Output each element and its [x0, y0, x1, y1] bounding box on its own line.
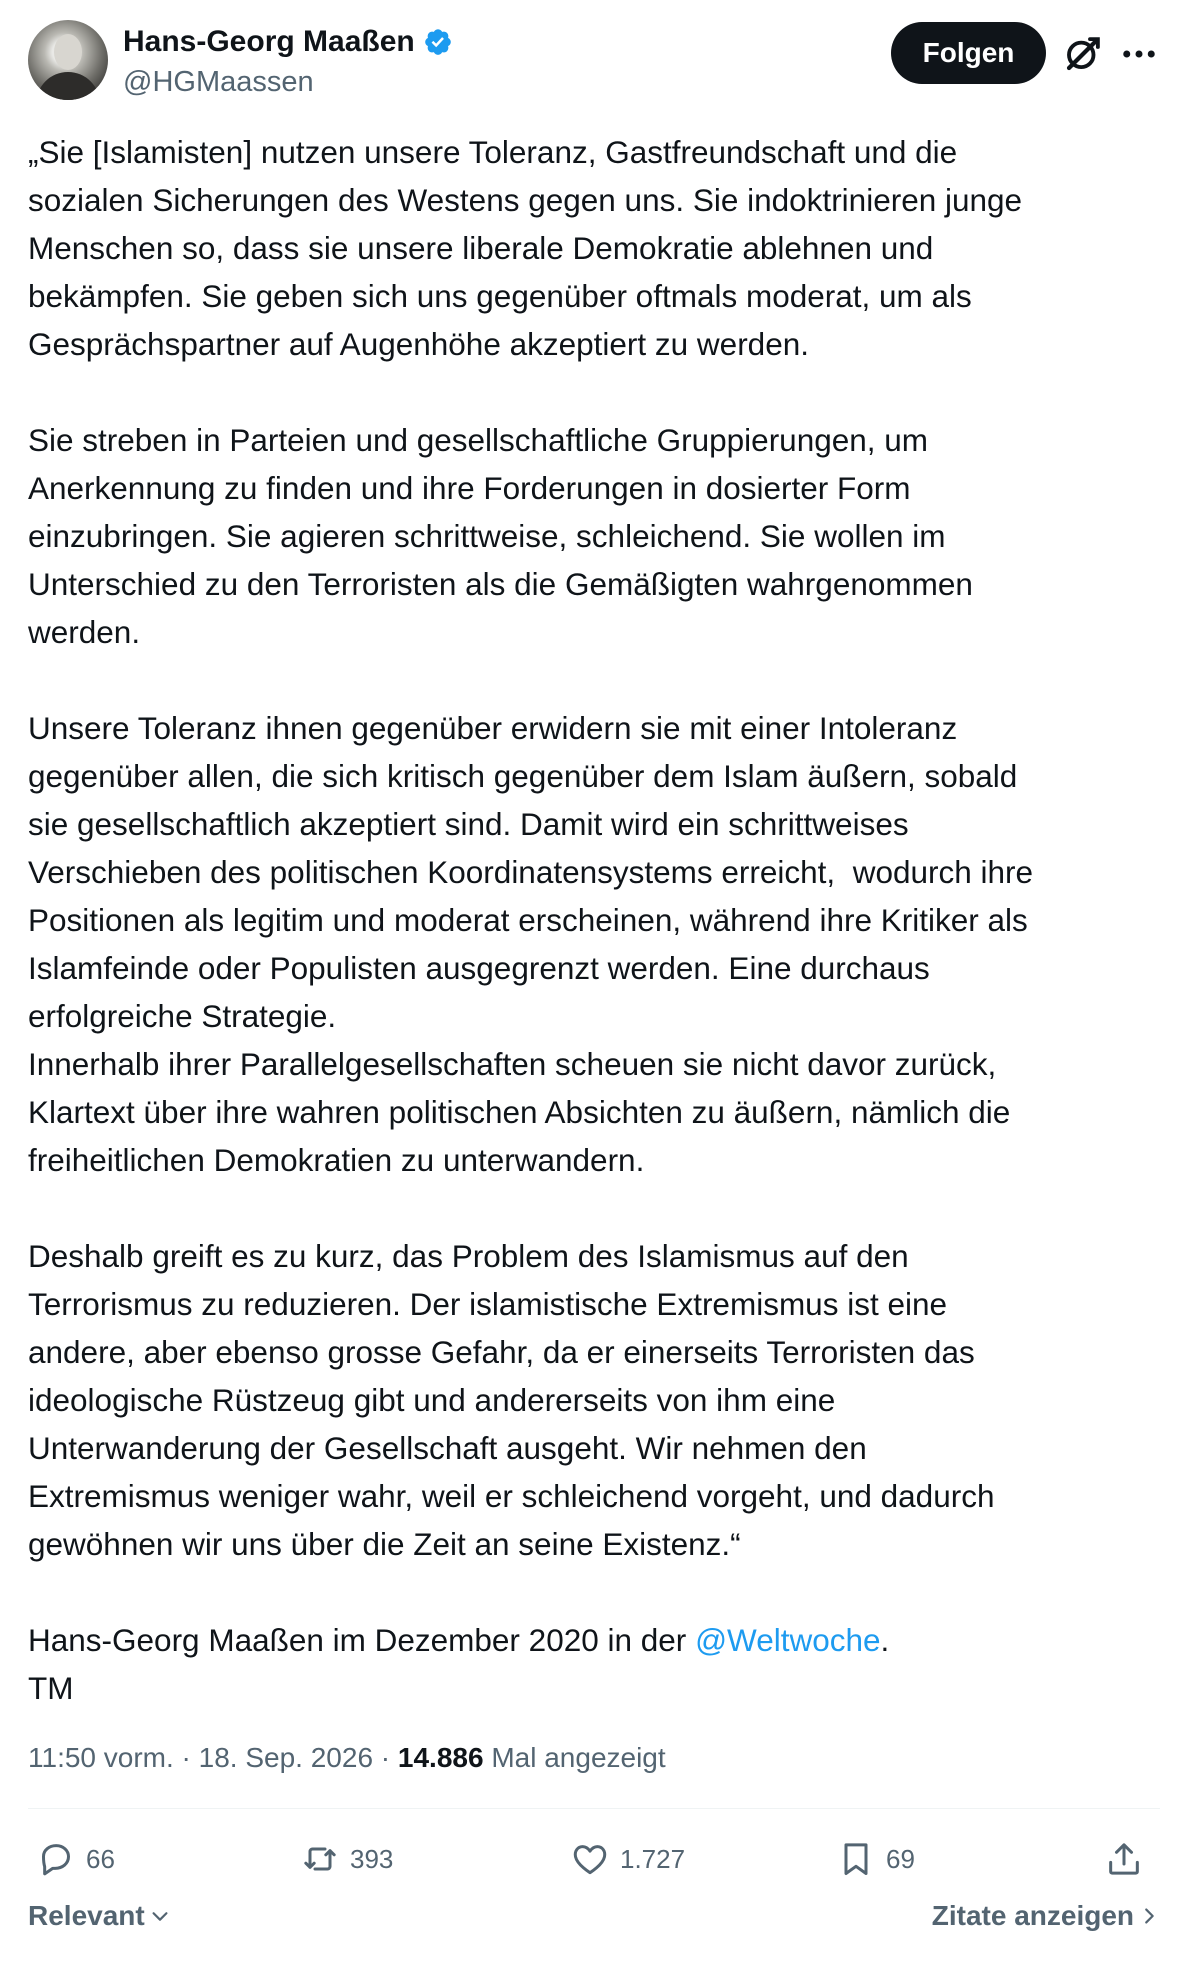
- sort-label: Relevant: [28, 1900, 145, 1931]
- more-options-icon[interactable]: [1118, 33, 1160, 75]
- divider: [28, 1808, 1160, 1809]
- tweet-paragraph-4: Deshalb greift es zu kurz, das Problem des Islamismus auf den Terrorismus zu reduzieren. Der islamistische Extremismus ist eine andere, aber ebenso grosse Gefahr, da er einerseits Terroristen das ideologische Rüstzeug gibt und andererseits von ihm eine Unterwanderung der Gesellschaft ausgeht. Wir nehmen den Extremismus weniger wahr, weil er schleichend vorgeht, und dadurch gewöhnen wir uns über die Zeit an seine Existenz.“: [28, 1238, 995, 1562]
- like-count: 1.727: [620, 1843, 686, 1874]
- chevron-right-icon: [1138, 1905, 1160, 1927]
- share-button[interactable]: [1104, 1836, 1154, 1882]
- tweet-meta: [28, 1738, 666, 1778]
- share-icon: [1104, 1839, 1144, 1879]
- author-handle[interactable]: @HGMaassen: [123, 66, 314, 98]
- verified-badge-icon: [423, 27, 453, 57]
- avatar-face: [54, 34, 82, 70]
- tweet-paragraph-2: Sie streben in Parteien und gesellschaftliche Gruppierungen, um Anerkennung zu finden und ihre Forderungen in dosierter Form einzubringen. Sie agieren schrittweise, schleichend. Sie wollen im Unterschied zu den Terroristen als die Gemäßigten wahrgenommen werden.: [28, 422, 973, 650]
- author-display-name[interactable]: Hans-Georg Maaßen: [123, 25, 415, 58]
- bookmark-button[interactable]: [836, 1836, 915, 1882]
- reply-count: 66: [86, 1843, 115, 1874]
- tweet-paragraph-1: „Sie [Islamisten] nutzen unsere Toleranz, Gastfreundschaft und die sozialen Sicherungen des Westens gegen uns. Sie indoktrinieren junge Menschen so, dass sie unsere liberale Demokratie ablehnen und bekämpfen. Sie geben sich uns gegenüber oftmals moderat, um als Gesprächspartner auf Augenhöhe akzeptiert zu werden.: [28, 134, 1023, 362]
- chevron-down-icon: [149, 1905, 171, 1927]
- grok-icon[interactable]: [1062, 33, 1104, 75]
- reply-button[interactable]: [36, 1836, 115, 1882]
- mention-link[interactable]: @Weltwoche: [695, 1622, 881, 1658]
- tweet-timestamp[interactable]: 11:50 vorm. · 18. Sep. 2026 ·: [28, 1742, 398, 1773]
- avatar-shoulders: [36, 72, 100, 100]
- view-quotes-link[interactable]: [932, 1900, 1160, 1932]
- avatar[interactable]: [28, 20, 108, 100]
- tweet-paragraph-3: Unsere Toleranz ihnen gegenüber erwidern sie mit einer Intoleranz gegenüber allen, die sich kritisch gegenüber dem Islam äußern, sobald sie gesellschaftlich akzeptiert sind. Damit wird ein schrittweises Verschieben des politischen Koordinatensystems erreicht, wodurch ihre Positionen als legitim und moderat erscheinen, während ihre Kritiker als Islamfeinde oder Populisten ausgegrenzt werden. Eine durchaus erfolgreiche Strategie. Innerhalb ihrer Parallelgesellschaften scheuen sie nicht davor zurück, Klartext über ihre wahren politischen Absichten zu äußern, nämlich die freiheitlichen Demokratien zu unterwandern.: [28, 710, 1034, 1178]
- tweet-text: [28, 128, 1168, 1712]
- signature: TM: [28, 1670, 74, 1706]
- attribution-prefix: Hans-Georg Maaßen im Dezember 2020 in der: [28, 1622, 696, 1658]
- bookmark-count: 69: [886, 1843, 915, 1874]
- bookmark-icon: [836, 1839, 876, 1879]
- author-name-row: [123, 22, 453, 62]
- sort-replies-dropdown[interactable]: [28, 1900, 171, 1932]
- repost-icon: [300, 1839, 340, 1879]
- views-label: Mal angezeigt: [483, 1742, 666, 1773]
- repost-button[interactable]: [300, 1836, 393, 1882]
- like-button[interactable]: [570, 1836, 685, 1882]
- reply-icon: [36, 1839, 76, 1879]
- heart-icon: [570, 1839, 610, 1879]
- repost-count: 393: [350, 1843, 394, 1874]
- views-count: 14.886: [397, 1742, 484, 1773]
- attribution-suffix: .: [880, 1622, 890, 1658]
- follow-button[interactable]: Folgen: [891, 22, 1046, 84]
- quotes-label: Zitate anzeigen: [931, 1900, 1134, 1931]
